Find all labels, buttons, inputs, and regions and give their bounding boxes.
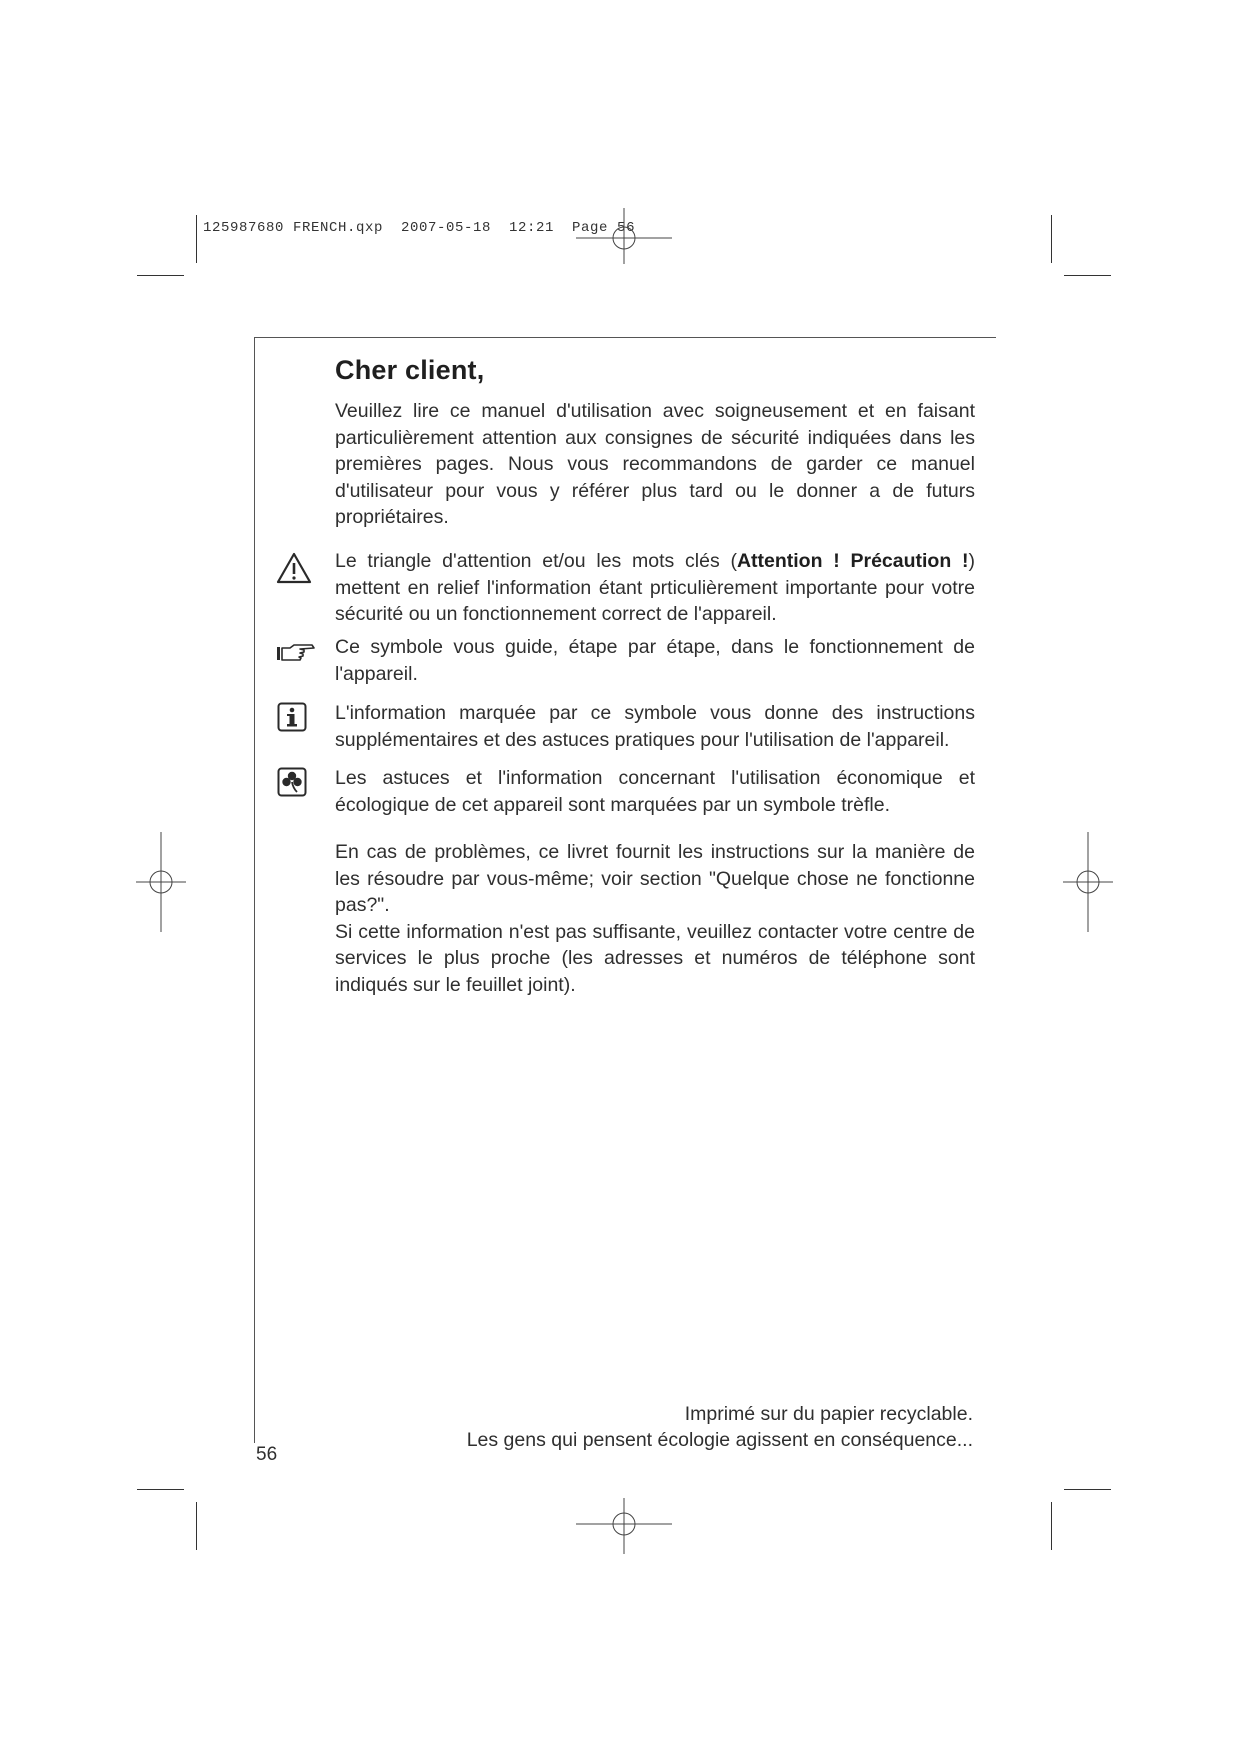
page-title: Cher client, [335, 355, 485, 385]
warning-text-before: Le triangle d'attention et/ou les mots clés ( [335, 550, 737, 572]
pointing-hand-icon [276, 638, 316, 670]
page-frame-top-rule [254, 337, 996, 338]
information-paragraph: L'information marquée par ce symbole vous donne des instructions supplémentaires et des astuces pratiques pour l'utilisation de l'appareil. [335, 702, 975, 751]
intro-paragraph: Veuillez lire ce manuel d'utilisation avec soigneusement et en faisant particulièrement attention aux consignes de sécurité indiquées dans les premières pages. Nous vous recommandons de garder ce manuel d'utilisateur pour vous y référer plus tard ou le donner a de futurs propriétaires. [335, 400, 975, 528]
recycling-note-line-2: Les gens qui pensent écologie agissent en conséquence... [466, 1429, 973, 1451]
page-number: 56 [256, 1444, 278, 1465]
information-block [335, 700, 975, 753]
crop-mark-top-right-vertical [1051, 215, 1052, 263]
page-frame-left-rule [254, 337, 255, 1443]
hand-paragraph: Ce symbole vous guide, étape par étape, dans le fonctionnement de l'appareil. [335, 636, 975, 685]
crop-mark-bottom-right-vertical [1051, 1502, 1052, 1550]
warning-triangle-icon [276, 552, 312, 584]
recycling-note-line-1: Imprimé sur du papier recyclable. [684, 1403, 973, 1425]
warning-text-after: ) mettent en relief l'information étant prticulièrement importante pour votre sécurité ou un fonctionnement correct de l'appareil. [335, 550, 975, 625]
problems-block [335, 839, 975, 998]
print-slug: 125987680 FRENCH.qxp 2007-05-18 12:21 Page 56 [203, 220, 636, 236]
registration-mark-left [136, 832, 186, 932]
eco-paragraph: Les astuces et l'information concernant l'utilisation économique et écologique de cet appareil sont marquées par un symbole trèfle. [335, 767, 975, 816]
eco-block [335, 765, 975, 818]
warning-paragraph [335, 548, 975, 628]
crop-mark-bottom-left-vertical [196, 1502, 197, 1550]
problems-paragraph-1: En cas de problèmes, ce livret fournit les instructions sur la manière de les résoudre par vous-même; voir section "Quelque chose ne fonctionne pas?". [335, 841, 975, 916]
crop-mark-top-right-horizontal [1064, 275, 1111, 276]
warning-keywords: Attention ! Précaution ! [736, 550, 969, 572]
warning-block [335, 548, 975, 628]
information-icon [277, 702, 307, 732]
problems-paragraph-2: Si cette information n'est pas suffisante, veuillez contacter votre centre de services le plus proche (les adresses et numéros de téléphone sont indiqués sur le feuillet joint). [335, 920, 975, 996]
registration-mark-bottom [574, 1498, 674, 1554]
crop-mark-bottom-left-horizontal [137, 1489, 184, 1490]
crop-mark-top-left-horizontal [137, 275, 184, 276]
crop-mark-bottom-right-horizontal [1064, 1489, 1111, 1490]
recycling-note [467, 1401, 973, 1453]
crop-mark-top-left-vertical [196, 215, 197, 263]
intro-block [335, 398, 975, 531]
hand-block [335, 634, 975, 687]
registration-mark-right [1063, 832, 1113, 932]
clover-icon [277, 767, 307, 797]
registration-mark-top [574, 208, 674, 264]
